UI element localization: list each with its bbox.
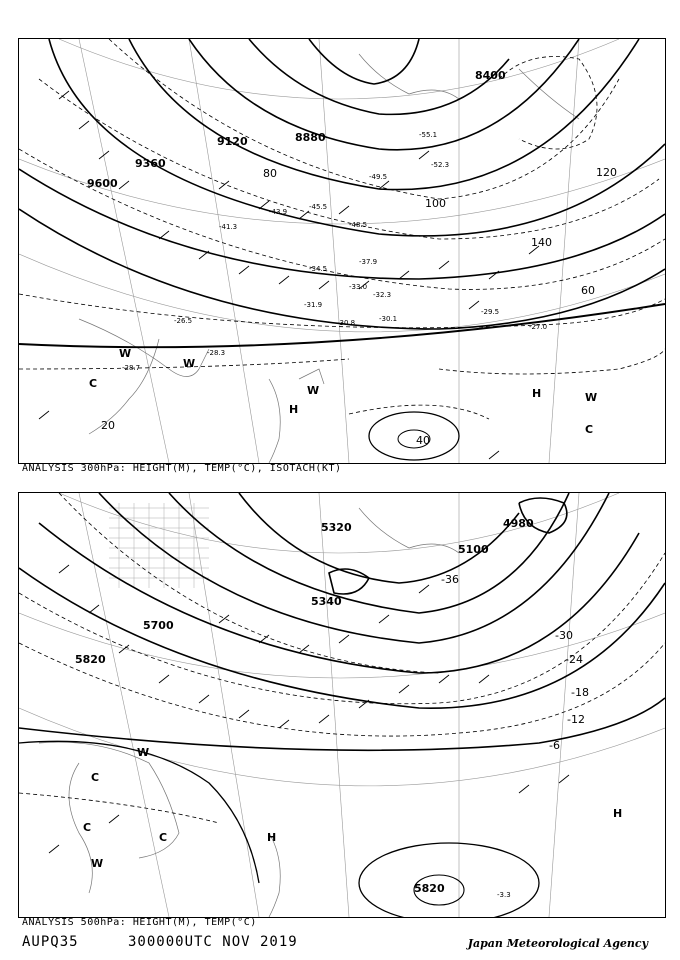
height-label: 9360 bbox=[135, 157, 166, 170]
isotach-label: 60 bbox=[581, 284, 595, 297]
chart-id: AUPQ35 bbox=[22, 934, 79, 950]
isotach-labels bbox=[101, 166, 617, 447]
analysis-500hpa-map bbox=[18, 492, 666, 918]
height-label: 8880 bbox=[295, 131, 326, 144]
temp-label: -30.8 bbox=[337, 319, 356, 327]
isotach-label: 20 bbox=[101, 419, 115, 432]
temp-label: -34.5 bbox=[309, 265, 328, 273]
high-center-label: H bbox=[613, 807, 623, 820]
temp-label: -6 bbox=[549, 739, 560, 752]
cold-center-label: C bbox=[89, 377, 98, 390]
temp-label: -29.5 bbox=[481, 308, 500, 316]
map-500hpa-svg bbox=[19, 493, 665, 917]
height-labels bbox=[87, 69, 506, 190]
temp-label: -28.3 bbox=[207, 349, 226, 357]
pressure-centers bbox=[83, 746, 622, 870]
temp-label: -24 bbox=[565, 653, 583, 666]
analysis-300hpa-map bbox=[18, 38, 666, 464]
temp-label: -30.1 bbox=[379, 315, 398, 323]
cold-center-label: C bbox=[159, 831, 168, 844]
temp-label: -3.3 bbox=[497, 891, 511, 899]
temp-label: -49.5 bbox=[369, 173, 388, 181]
isotach-label: 140 bbox=[531, 236, 552, 249]
temp-label: -43.9 bbox=[269, 208, 288, 216]
temp-label: -26.5 bbox=[174, 317, 193, 325]
temp-label: -32.3 bbox=[373, 291, 392, 299]
height-label: 8400 bbox=[475, 69, 506, 82]
warm-center-label: W bbox=[585, 391, 598, 404]
temp-label: -41.3 bbox=[219, 223, 238, 231]
warm-center-label: W bbox=[307, 384, 320, 397]
graticule bbox=[19, 39, 665, 463]
isotach-label: 100 bbox=[425, 197, 446, 210]
temp-label: -55.1 bbox=[419, 131, 438, 139]
temp-label: -52.3 bbox=[431, 161, 450, 169]
temp-label: -12 bbox=[567, 713, 585, 726]
height-label: 5340 bbox=[311, 595, 342, 608]
cold-center-label: C bbox=[83, 821, 92, 834]
pressure-centers bbox=[89, 347, 597, 436]
height-label: 5100 bbox=[458, 543, 489, 556]
high-center-label: H bbox=[532, 387, 542, 400]
warm-center-label: W bbox=[119, 347, 132, 360]
height-label: 5700 bbox=[143, 619, 174, 632]
isotach-label: 120 bbox=[596, 166, 617, 179]
high-center-label: H bbox=[267, 831, 277, 844]
caption-300hpa: ANALYSIS 300hPa: HEIGHT(M), TEMP(°C), ISOTACH(KT) bbox=[22, 463, 342, 474]
isotach-label: 80 bbox=[263, 167, 277, 180]
low-center-contours bbox=[349, 405, 489, 460]
map-300hpa-svg bbox=[19, 39, 665, 463]
height-label: 9120 bbox=[217, 135, 248, 148]
temp-label: -27.0 bbox=[529, 323, 548, 331]
cold-center-label: C bbox=[585, 423, 594, 436]
temp-label: -48.5 bbox=[349, 221, 368, 229]
height-label: 5320 bbox=[321, 521, 352, 534]
isotach-label: 40 bbox=[416, 434, 430, 447]
coastlines bbox=[79, 54, 579, 463]
high-center-label: H bbox=[289, 403, 299, 416]
height-label: 5820 bbox=[414, 882, 445, 895]
temp-label: -30 bbox=[555, 629, 573, 642]
valid-time: 300000UTC NOV 2019 bbox=[128, 934, 298, 950]
temp-label: -28.7 bbox=[122, 364, 141, 372]
temp-label: -31.9 bbox=[304, 301, 323, 309]
temp-label: -36 bbox=[441, 573, 459, 586]
caption-500hpa: ANALYSIS 500hPa: HEIGHT(M), TEMP(°C) bbox=[22, 917, 257, 928]
temp-label: -37.9 bbox=[359, 258, 378, 266]
warm-center-label: W bbox=[91, 857, 104, 870]
height-label: 4980 bbox=[503, 517, 534, 530]
temp-label: -18 bbox=[571, 686, 589, 699]
warm-center-label: W bbox=[137, 746, 150, 759]
height-label: 5820 bbox=[75, 653, 106, 666]
warm-center-label: W bbox=[183, 357, 196, 370]
graticule bbox=[19, 493, 665, 917]
height-label: 9600 bbox=[87, 177, 118, 190]
cold-center-label: C bbox=[91, 771, 100, 784]
temp-label: -33.0 bbox=[349, 283, 368, 291]
temp-label: -45.5 bbox=[309, 203, 328, 211]
wind-barbs bbox=[49, 565, 569, 853]
hatched-area bbox=[109, 503, 209, 588]
agency-name: Japan Meteorological Agency bbox=[467, 937, 648, 950]
